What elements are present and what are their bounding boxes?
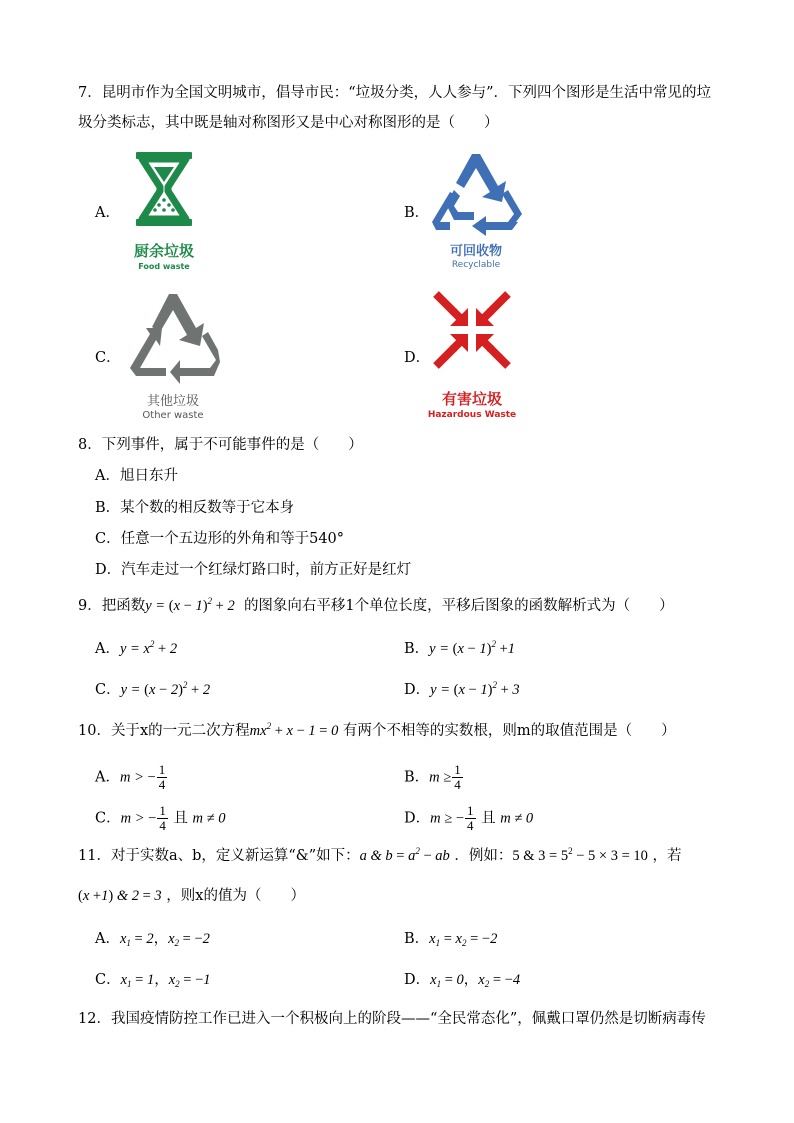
q11-stem-line2: (x +1) & 2 = 3 ，则x的值为（ ） <box>78 888 305 904</box>
q11-condition: (x +1) & 2 = 3 <box>78 888 162 904</box>
q9-option-a: A．$y = x^2 + 2$ <box>95 639 178 657</box>
q11-definition: a & $b = a^2$ − ab <box>359 846 450 864</box>
q8-stem: 8．下列事件，属于不可能事件的是（ ） <box>78 437 363 453</box>
recyclable-zh: 可回收物 <box>449 244 502 259</box>
other-waste-zh: 其他垃圾 <box>146 394 199 409</box>
inward-arrows-icon <box>432 290 512 370</box>
q10-stem-post: 有两个不相等的实数根，则m的取值范围是（ ） <box>342 723 676 739</box>
food-waste-zh: 厨余垃圾 <box>133 242 194 260</box>
q11-stem-pre: 11．对于实数a、b，定义新运算“&”如下： <box>78 848 360 864</box>
q8-option-c: C．任意一个五边形的外角和等于540° <box>95 531 345 547</box>
q11-example: 5 & $3 = 5^2 - 5 \times 3 = 10$ <box>512 846 648 864</box>
hazardous-waste-en: Hazardous Waste <box>427 410 517 420</box>
food-waste-en: Food waste <box>138 262 190 271</box>
q11-option-c: C．$x_1 = 1$，$x_2 = -1$ <box>95 972 211 989</box>
q10-option-a: A．m > − $\frac{1}{4}$ <box>95 762 166 792</box>
q7-option-b-label: B． <box>404 205 430 221</box>
q7-option-c-label: C． <box>95 350 121 366</box>
recycle-arrows-icon <box>122 290 224 386</box>
q8-option-b: B．某个数的相反数等于它本身 <box>95 500 295 516</box>
q10-option-d: D．m ≥ − $\frac{1}{4}$ 且 m ≠ 0 <box>404 803 534 833</box>
hazardous-waste-caption <box>420 388 524 420</box>
q9-option-d: D．$y = (x - 1)^2 + 3$ <box>404 680 520 698</box>
q10-stem-pre: 10．关于x的一元二次方程 <box>78 723 250 739</box>
q10-option-b: B．m ≥ $\frac{1}{4}$ <box>404 762 461 792</box>
q9-stem-post: 的图象向右平移1个单位长度，平移后图象的函数解析式为（ ） <box>243 598 674 614</box>
q9-option-b: B．$y = (x - 1)^2 +1$ <box>404 639 516 657</box>
q7-stem-line2: 圾分类标志，其中既是轴对称图形又是中心对称图形的是（ ） <box>78 115 499 131</box>
q10-option-c: C．m > − $\frac{1}{4}$ 且 m ≠ 0 <box>95 803 226 833</box>
q8-option-d: D．汽车走过一个红绿灯路口时，前方正好是红灯 <box>95 562 412 578</box>
food-waste-caption <box>114 240 214 271</box>
q7-stem-line1: 7．昆明市作为全国文明城市，倡导市民：“垃圾分类，人人参与”．下列四个图形是生活中常见的垃 <box>78 85 712 101</box>
q9-stem-pre: 9．把函数 <box>78 598 146 614</box>
q11-option-b: B．$x_1 = x_2 = -2$ <box>404 931 498 948</box>
other-waste-caption <box>122 390 224 421</box>
q9-function: $y = (x - 1)^2 + 2$ <box>145 596 235 614</box>
q8-option-a: A．旭日东升 <box>95 468 178 484</box>
q10-stem <box>78 721 676 741</box>
q12-stem: 12．我国疫情防控工作已进入一个积极向上的阶段——“全民常态化”，佩戴口罩仍然是切断病毒传 <box>78 1011 706 1027</box>
q9-stem <box>78 596 674 616</box>
recyclable-caption <box>428 240 524 270</box>
other-waste-en: Other waste <box>142 410 204 421</box>
q7-option-a-label: A． <box>95 205 120 221</box>
q11-option-a: A．$x_1 = 2$，$x_2 = -2$ <box>95 931 210 948</box>
recyclable-en: Recyclable <box>451 260 501 270</box>
q9-option-c: C．$y = (x - 2)^2 + 2$ <box>95 680 211 698</box>
recycle-arrows-icon <box>426 150 526 236</box>
q11-option-d: D．$x_1 = 0$，$x_2 = -4$ <box>404 972 521 989</box>
hourglass-icon <box>130 150 198 228</box>
q7-option-d-label: D． <box>404 350 431 366</box>
hazardous-waste-zh: 有害垃圾 <box>441 390 502 408</box>
q10-equation: $mx^2 + x - 1 = 0$ <box>249 721 339 739</box>
q11-stem-line1: 11．对于实数a、b，定义新运算“&”如下：a & $b = a^2$ − ab ．例如：5 & $3 = 5^2 - 5 \times 3 = 10$ ，若 <box>78 846 682 864</box>
